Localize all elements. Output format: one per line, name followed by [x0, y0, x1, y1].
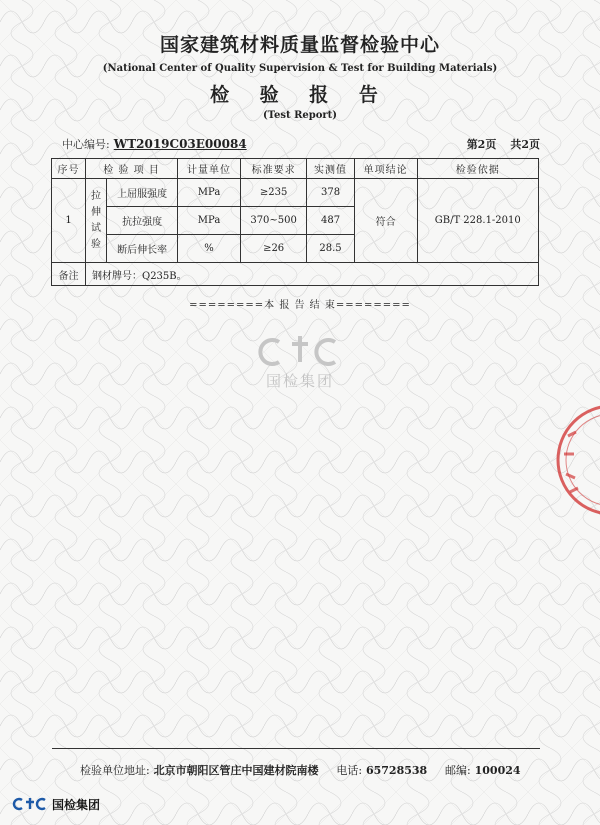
header-measured: 实测值: [307, 159, 354, 179]
header-seq: 序号: [52, 159, 86, 179]
note-text: 钢材牌号：Q235B。: [86, 263, 539, 286]
group-cell: [86, 179, 107, 263]
end-of-report: ========本 报 告 结 束========: [189, 300, 411, 311]
footer-divider: [52, 748, 540, 749]
group-char: 伸: [91, 206, 101, 218]
note-row: [52, 263, 539, 286]
note-label: 备注: [52, 263, 86, 286]
center-number: WT2019C03E00084: [113, 137, 247, 151]
header-requirement: 标准要求: [240, 159, 306, 179]
item-requirement: 370~500: [240, 207, 306, 235]
conclusion-cell: 符合: [354, 179, 417, 263]
header-item: 检 验 项 目: [86, 159, 178, 179]
seq-cell: 1: [52, 179, 86, 263]
group-char: 拉: [91, 190, 101, 202]
header-conclusion: 单项结论: [354, 159, 417, 179]
table-header-row: [52, 159, 539, 179]
phone-label: 电话:: [336, 764, 363, 777]
header-unit: 计量单位: [178, 159, 241, 179]
center-number-label: 中心编号:: [62, 138, 110, 151]
zip-label: 邮编:: [445, 764, 471, 777]
document-title: 国家建筑材料质量监督检验中心: [159, 34, 440, 56]
item-name: 抗拉强度: [107, 207, 178, 235]
brand-footer: [12, 794, 100, 814]
report-title: 检 验 报 告: [210, 84, 390, 106]
header-basis: 检验依据: [417, 159, 538, 179]
test-results-table: [51, 158, 539, 286]
item-value: 28.5: [307, 235, 354, 263]
item-name: 断后伸长率: [107, 235, 178, 263]
document-title-english: (National Center of Quality Supervision & Test for Building Materials): [102, 63, 498, 74]
page-number: 第2页: [466, 138, 497, 151]
report-title-english: (Test Report): [262, 110, 338, 121]
item-unit: MPa: [178, 207, 241, 235]
phone: 65728538: [365, 764, 428, 777]
item-unit: %: [178, 235, 241, 263]
red-seal-icon: [540, 400, 600, 520]
footer-contact: [80, 762, 540, 778]
address-label: 检验单位地址:: [80, 764, 150, 777]
watermark-text: 国检集团: [265, 372, 334, 390]
page-total: 共2页: [510, 138, 540, 151]
item-value: 487: [307, 207, 354, 235]
table-row: [52, 179, 539, 207]
ctc-logo-icon: [255, 330, 345, 370]
report-meta: [62, 136, 540, 152]
ctc-brand-icon: [12, 797, 48, 811]
item-unit: MPa: [178, 179, 241, 207]
item-requirement: ≥26: [240, 235, 306, 263]
item-name: 上屈服强度: [107, 179, 178, 207]
brand-name: 国检集团: [52, 797, 101, 812]
address: 北京市朝阳区管庄中国建材院南楼: [153, 764, 319, 777]
group-char: 试: [91, 222, 101, 234]
basis-cell: GB/T 228.1-2010: [417, 179, 538, 263]
item-requirement: ≥235: [240, 179, 306, 207]
zip: 100024: [474, 764, 521, 777]
group-char: 验: [91, 238, 101, 250]
page-indicator: [467, 136, 540, 152]
item-value: 378: [307, 179, 354, 207]
